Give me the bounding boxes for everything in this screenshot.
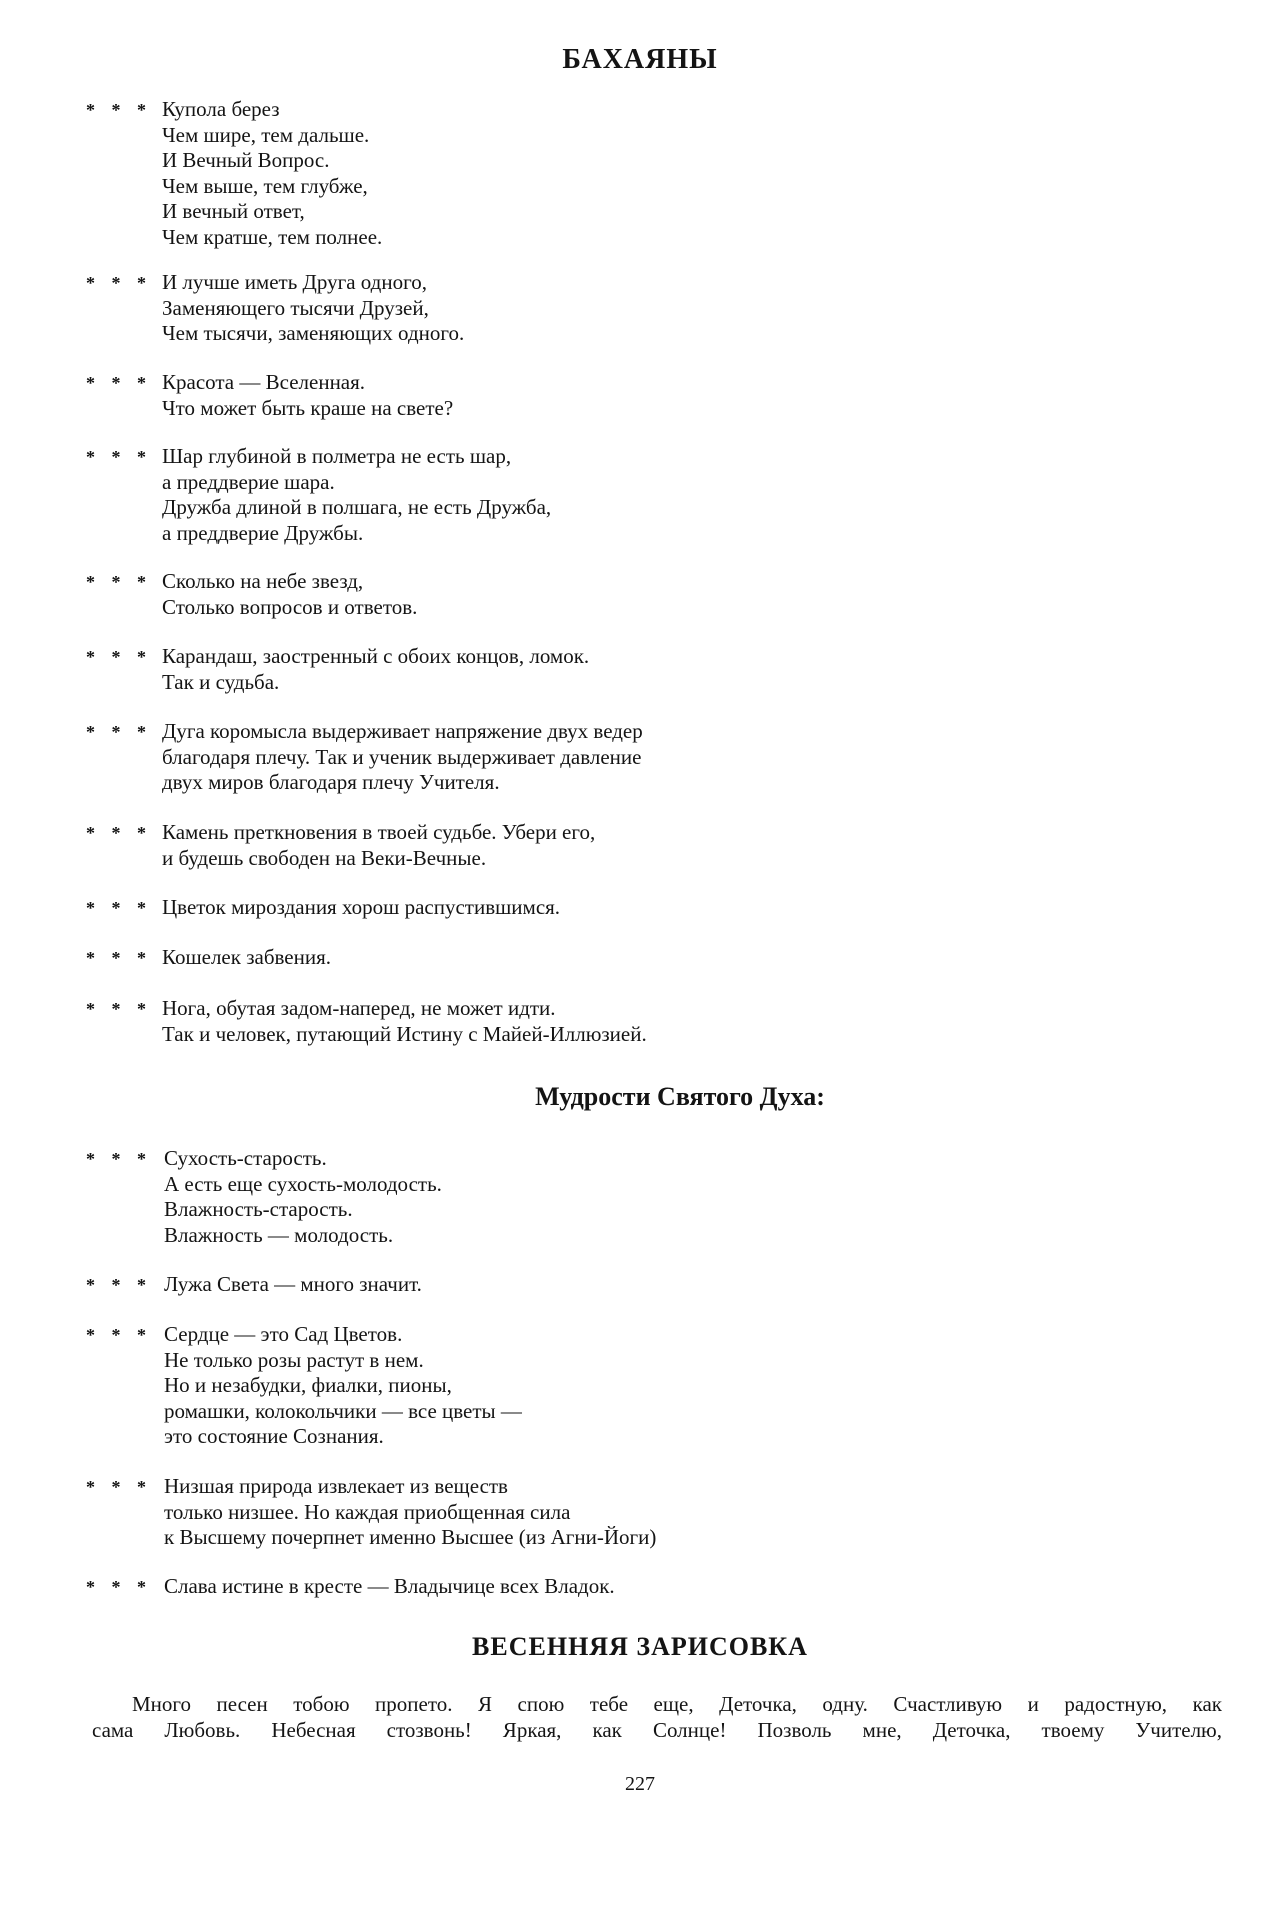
asterisk-separator: * * *: [86, 373, 152, 393]
verse-line: И вечный ответ,: [162, 199, 305, 223]
paragraph-line: сама Любовь. Небесная стозвонь! Яркая, как Солнце! Позволь мне, Деточка, твоему Учителю,: [92, 1717, 1222, 1742]
verse-line: Влажность — молодость.: [164, 1222, 394, 1247]
verse-line: Так и судьба.: [162, 669, 280, 694]
verse-line: Чем кратше, тем полнее.: [162, 224, 383, 249]
asterisk-separator: * * *: [86, 1577, 152, 1597]
asterisk-separator: * * *: [86, 999, 152, 1019]
verse-line: Красота — Вселенная.: [162, 370, 366, 394]
verse-line: Дуга коромысла выдерживает напряжение двух ведер: [162, 719, 643, 743]
section-title-spring-sketch: ВЕСЕННЯЯ ЗАРИСОВКА: [472, 1632, 808, 1661]
verse-line: Чем выше, тем глубже,: [162, 173, 368, 198]
asterisk-separator: * * *: [86, 572, 152, 592]
prose-paragraph: [92, 1692, 1222, 1743]
verse-line: Так и человек, путающий Истину с Майей-Иллюзией.: [162, 1021, 647, 1046]
verse-line: Заменяющего тысячи Друзей,: [162, 295, 429, 320]
verse-line: Купола берез: [162, 97, 280, 121]
verse-line: Чем тысячи, заменяющих одного.: [162, 321, 465, 345]
verse-line: Но и незабудки, фиалки, пионы,: [164, 1373, 452, 1397]
asterisk-separator: * * *: [86, 447, 152, 467]
verse-line: только низшее. Но каждая приобщенная сила: [164, 1499, 571, 1524]
asterisk-separator: * * *: [86, 1275, 152, 1295]
verse-line: Цветок мироздания хорош распустившимся.: [162, 895, 561, 919]
verse-line: Сколько на небе звезд,: [162, 569, 364, 593]
asterisk-separator: * * *: [86, 948, 152, 968]
asterisk-separator: * * *: [86, 1149, 152, 1169]
verse-line: И Вечный Вопрос.: [162, 148, 330, 172]
verse-line: А есть еще сухость-молодость.: [164, 1171, 442, 1196]
verse-line: Влажность-старость.: [164, 1197, 353, 1221]
verse-line: это состояние Сознания.: [164, 1424, 384, 1448]
verse-line: к Высшему почерпнет именно Высшее (из Агни-Йоги): [164, 1525, 657, 1549]
verse-line: а преддверие шара.: [162, 469, 335, 494]
verse-line: Шар глубиной в полметра не есть шар,: [162, 444, 512, 468]
verse-line: Что может быть краше на свете?: [162, 395, 454, 420]
verse-line: Сердце — это Сад Цветов.: [164, 1322, 403, 1346]
asterisk-separator: * * *: [86, 722, 152, 742]
asterisk-separator: * * *: [86, 647, 152, 667]
verse-line: Чем шире, тем дальше.: [162, 122, 370, 147]
section-title-bakhayany: БАХАЯНЫ: [562, 44, 718, 75]
verse-line: Нога, обутая задом-наперед, не может идти.: [162, 996, 556, 1020]
verse-line: Низшая природа извлекает из веществ: [164, 1474, 508, 1498]
verse-line: Слава истине в кресте — Владычице всех Владок.: [164, 1574, 615, 1598]
verse-line: Дружба длиной в полшага, не есть Дружба,: [162, 495, 552, 519]
verse-line: и будешь свободен на Веки-Вечные.: [162, 845, 487, 870]
verse-line: а преддверие Дружбы.: [162, 520, 364, 545]
section-title-wisdom: Мудрости Святого Духа:: [535, 1082, 825, 1111]
asterisk-separator: * * *: [86, 1477, 152, 1497]
verse-line: Сухость-старость.: [164, 1146, 327, 1170]
verse-line: И лучше иметь Друга одного,: [162, 270, 427, 294]
asterisk-separator: * * *: [86, 1325, 152, 1345]
verse-line: Камень преткновения в твоей судьбе. Убери его,: [162, 820, 596, 844]
asterisk-separator: * * *: [86, 898, 152, 918]
asterisk-separator: * * *: [86, 100, 152, 120]
asterisk-separator: * * *: [86, 823, 152, 843]
paragraph-line: Много песен тобою пропето. Я спою тебе еще, Деточка, одну. Счастливую и радостную, как: [132, 1692, 1222, 1716]
verse-line: Столько вопросов и ответов.: [162, 594, 418, 619]
verse-line: Не только розы растут в нем.: [164, 1347, 424, 1372]
verse-line: Кошелек забвения.: [162, 945, 332, 969]
verse-line: Лужа Света — много значит.: [164, 1272, 422, 1296]
verse-line: Карандаш, заостренный с обоих концов, ломок.: [162, 644, 590, 668]
verse-line: двух миров благодаря плечу Учителя.: [162, 770, 500, 794]
verse-line: благодаря плечу. Так и ученик выдерживает давление: [162, 744, 642, 769]
verse-line: ромашки, колокольчики — все цветы —: [164, 1398, 522, 1423]
page-number: 227: [625, 1773, 655, 1795]
asterisk-separator: * * *: [86, 273, 152, 293]
